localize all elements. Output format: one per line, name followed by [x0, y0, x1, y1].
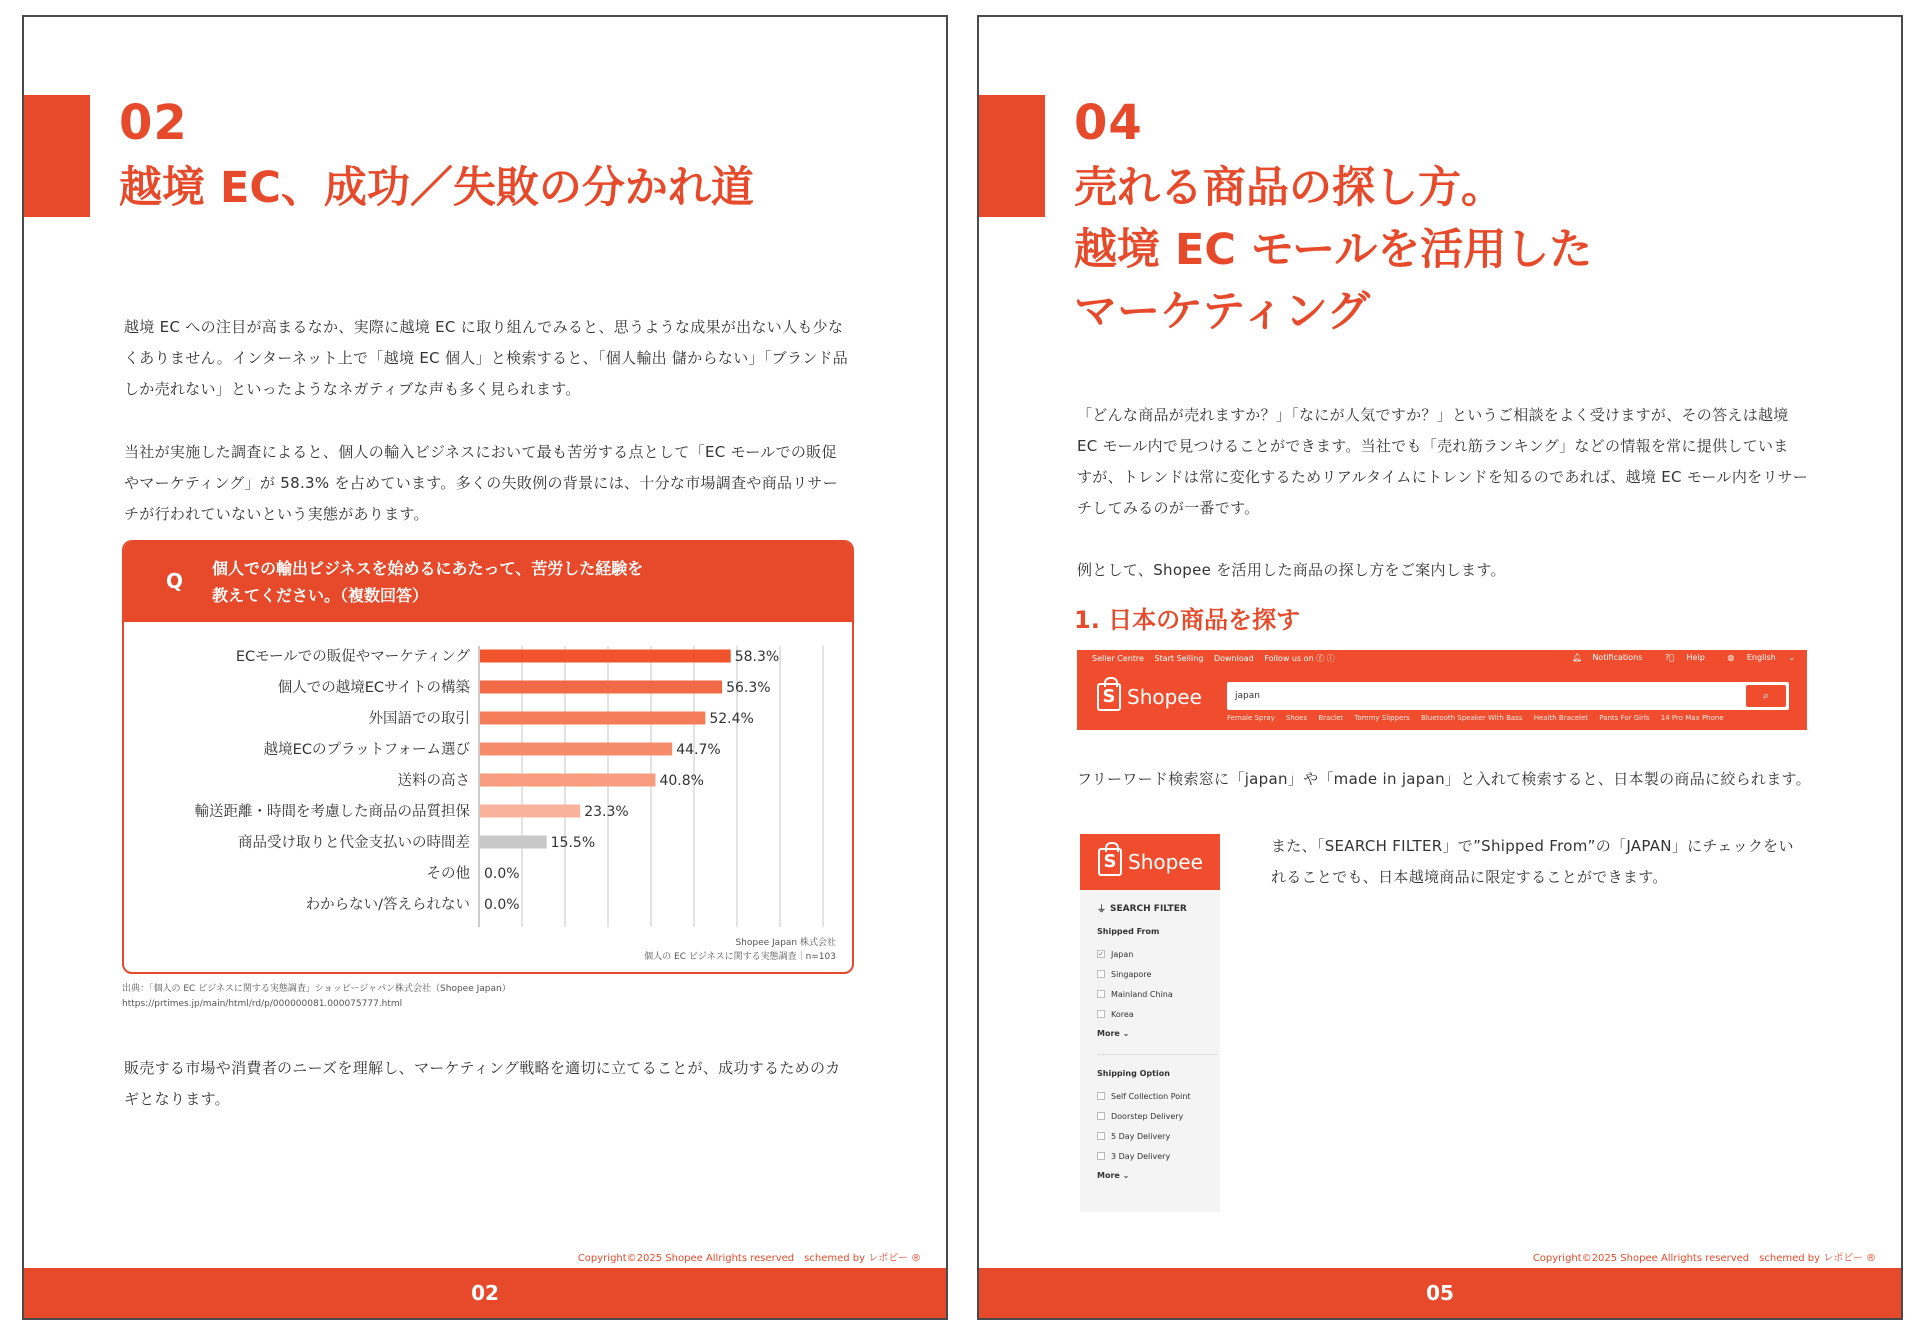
- shipping-option-title: Shipping Option: [1097, 1069, 1170, 1078]
- filter-option-3-day[interactable]: [1097, 1146, 1217, 1166]
- checkbox-checked-icon[interactable]: ✓: [1098, 950, 1104, 958]
- chart-value-label: 23.3%: [584, 804, 629, 820]
- filter-tip-paragraph: [1271, 831, 1841, 893]
- text-line: 越境 EC への注目が高まるなか、実際に越境 EC に取り組んでみると、思うような成果が出ない人も少な: [124, 318, 844, 336]
- text-line: ギとなります。: [124, 1090, 230, 1108]
- page-number: 05: [1426, 1281, 1454, 1305]
- suggestion-tag[interactable]: 14 Pro Max Phone: [1660, 714, 1724, 722]
- question-line: 教えてください。（複数回答）: [212, 586, 429, 605]
- suggestion-tag[interactable]: Braclet: [1318, 714, 1344, 722]
- example-paragraph: 例として、Shopee を活用した商品の探し方をご案内します。: [1077, 561, 1506, 579]
- filter-option-label: Korea: [1111, 1009, 1134, 1019]
- checkbox-icon[interactable]: [1097, 990, 1105, 998]
- chart-category-label: 輸送距離・時間を考慮した商品の品質担保: [194, 804, 470, 820]
- chart-category-label: 個人での越境ECサイトの構築: [277, 680, 470, 696]
- filter-option-japan[interactable]: [1097, 944, 1217, 964]
- text-line: また、「SEARCH FILTER」で”Shipped From”の「JAPAN」にチェックをい: [1271, 837, 1794, 855]
- question-line: 個人での輸出ビジネスを始めるにあたって、苦労した経験を: [212, 559, 644, 578]
- text-line: やマーケティング」が 58.3% を占めています。多くの失敗例の背景には、十分な市場調査や商品リサー: [124, 474, 838, 492]
- text-line: くありません。インターネット上で「越境 EC 個人」と検索すると、「個人輸出 儲からない」「ブランド品: [124, 349, 849, 367]
- citation-source: 出典：「個人の EC ビジネスに関する実態調査」ショッピージャパン株式会社（Shopee Japan）: [122, 984, 511, 994]
- shopee-bag-icon: S: [1097, 683, 1121, 711]
- title-line: マーケティング: [1074, 287, 1370, 337]
- notifications-link[interactable]: [1562, 653, 1642, 662]
- section-title: [119, 157, 919, 219]
- shopee-logo-text: Shopee: [1128, 850, 1203, 874]
- chart-category-label: 商品受け取りと代金支払いの時間差: [238, 835, 470, 851]
- footer-bar: [979, 1268, 1901, 1318]
- shopee-logo[interactable]: [1097, 680, 1202, 714]
- text-line: 販売する市場や消費者のニーズを理解し、マーケティング戦略を適切に立てることが、成功するためのカ: [124, 1059, 841, 1077]
- intro-paragraph: [124, 312, 884, 405]
- seller-centre-link[interactable]: Seller Centre: [1092, 654, 1144, 663]
- chart-value-label: 44.7%: [676, 742, 721, 758]
- chevron-down-icon: ⌄: [1785, 653, 1795, 662]
- chart-source: [644, 936, 836, 964]
- section-number: 04: [1074, 95, 1143, 151]
- chart-category-label: 外国語での取引: [368, 711, 470, 727]
- chart-bar: [480, 774, 655, 787]
- chart-bar: [480, 712, 705, 725]
- suggestion-tag[interactable]: Pants For Girls: [1599, 714, 1650, 722]
- filter-option-doorstep[interactable]: [1097, 1106, 1217, 1126]
- search-input[interactable]: japan: [1235, 691, 1260, 701]
- checkbox-icon[interactable]: [1097, 1152, 1105, 1160]
- title-line: 売れる商品の探し方。: [1074, 163, 1504, 213]
- chart-value-label: 40.8%: [659, 773, 704, 789]
- survey-chart-box: [122, 540, 854, 974]
- question-header: [124, 542, 852, 622]
- language-select[interactable]: [1717, 653, 1795, 662]
- download-link[interactable]: Download: [1213, 654, 1254, 663]
- filter-panel-logo: [1080, 834, 1220, 890]
- divider: [1097, 1054, 1217, 1055]
- filter-option-label: Self Collection Point: [1111, 1091, 1191, 1101]
- help-label: Help: [1686, 653, 1705, 662]
- checkbox-icon[interactable]: [1097, 1132, 1105, 1140]
- help-link[interactable]: [1655, 653, 1705, 662]
- suggestion-tag[interactable]: Bluetooth Speaker With Bass: [1421, 714, 1523, 722]
- chart-value-label: 15.5%: [550, 835, 596, 851]
- text-line: 「どんな商品が売れますか？」「なにが人気ですか？」というご相談をよく受けますが、その答えは越境: [1077, 406, 1789, 424]
- chart-category-label: その他: [426, 866, 470, 882]
- checkbox-icon[interactable]: [1097, 1092, 1105, 1100]
- more-button[interactable]: More ⌄: [1097, 1171, 1130, 1180]
- section-accent-block: [979, 95, 1045, 217]
- shopee-banner: [1077, 650, 1807, 730]
- text-line: EC モール内で見つけることができます。当社でも「売れ筋ランキング」などの情報を常に提供していま: [1077, 437, 1789, 455]
- filter-option-label: 3 Day Delivery: [1111, 1151, 1171, 1161]
- question-letter: Q: [166, 569, 184, 593]
- question-text: [212, 555, 643, 609]
- filter-icon: ⏚: [1097, 905, 1107, 915]
- shopee-bag-icon: S: [1098, 848, 1122, 876]
- survey-paragraph: [124, 437, 884, 530]
- filter-option-label: 5 Day Delivery: [1111, 1131, 1171, 1141]
- search-tip-paragraph: フリーワード検索窓に「japan」や「made in japan」と入れて検索すると、日本製の商品に絞られます。: [1077, 770, 1811, 788]
- chart-bar: [480, 805, 580, 818]
- filter-option-label: Doorstep Delivery: [1111, 1111, 1184, 1121]
- checkbox-icon[interactable]: [1097, 1112, 1105, 1120]
- chart-source-line: 個人の EC ビジネスに関する実態調査｜n=103: [644, 952, 836, 962]
- title-line: 越境 EC モールを活用した: [1074, 225, 1593, 275]
- filter-option-singapore[interactable]: [1097, 964, 1217, 984]
- text-line: しか売れない」といったようなネガティブな声も多く見られます。: [124, 380, 581, 398]
- text-line: れることでも、日本越境商品に限定することができます。: [1271, 868, 1668, 886]
- shopee-logo-text: Shopee: [1127, 685, 1202, 709]
- globe-icon: ◍: [1727, 653, 1737, 662]
- footer-credit: Copyright©2025 Shopee Allrights reserved schemed by レポピー ®: [1532, 1253, 1876, 1264]
- filter-option-label: Mainland China: [1111, 989, 1173, 999]
- chart-value-label: 58.3%: [734, 649, 780, 665]
- chart-bar: [480, 650, 731, 663]
- text-line: チしてみるのが一番です。: [1077, 499, 1260, 517]
- bell-icon: 🔔︎: [1572, 653, 1583, 662]
- filter-option-korea[interactable]: [1097, 1004, 1217, 1024]
- page-left: [22, 15, 948, 1320]
- filter-option-5-day[interactable]: [1097, 1126, 1217, 1146]
- chart-bar: [480, 836, 547, 849]
- chart-category-label: わからない/答えられない: [305, 897, 470, 913]
- start-selling-link[interactable]: Start Selling: [1154, 654, 1204, 663]
- conclusion-paragraph: [124, 1053, 884, 1115]
- page-number: 02: [471, 1281, 499, 1305]
- page-right: [977, 15, 1903, 1320]
- bar-chart: [124, 622, 852, 972]
- chart-category-label: ECモールでの販促やマーケティング: [235, 649, 470, 665]
- search-filter-label: SEARCH FILTER: [1110, 903, 1187, 914]
- chart-value-label: 56.3%: [726, 680, 771, 696]
- intro-paragraph: [1077, 400, 1857, 524]
- footer-credit: Copyright©2025 Shopee Allrights reserved schemed by レポピー ®: [577, 1253, 921, 1264]
- filter-option-self-collection[interactable]: [1097, 1086, 1217, 1106]
- title-line: 越境 EC、成功／失敗の分かれ道: [119, 163, 754, 213]
- section-accent-block: [24, 95, 90, 217]
- follow-us-link[interactable]: Follow us on ⓕ ⓘ: [1264, 654, 1335, 663]
- suggestion-tag[interactable]: Female Spray: [1227, 714, 1275, 722]
- filter-option-label: Singapore: [1111, 969, 1152, 979]
- subheading: 1. 日本の商品を探す: [1074, 606, 1301, 634]
- footer-bar: [24, 1268, 946, 1318]
- search-filter-title: [1097, 902, 1217, 915]
- search-icon: ⌕: [1762, 689, 1770, 702]
- suggestion-tag[interactable]: Shoes: [1285, 714, 1308, 722]
- filter-list: [1097, 902, 1217, 1186]
- section-title: [1074, 157, 1874, 343]
- section-number: 02: [119, 95, 188, 151]
- text-line: 当社が実施した調査によると、個人の輸入ビジネスにおいて最も苦労する点として「EC モールでの販促: [124, 443, 837, 461]
- notifications-label: Notifications: [1592, 653, 1643, 662]
- suggestion-tag[interactable]: Health Bracelet: [1533, 714, 1589, 722]
- language-label: English: [1746, 653, 1776, 662]
- citation-url[interactable]: https://prtimes.jp/main/html/rd/p/000000081.000075777.html: [122, 999, 403, 1009]
- chart-value-label: 0.0%: [484, 866, 520, 882]
- search-bar: [1227, 682, 1789, 710]
- chart-source-line: Shopee Japan 株式会社: [735, 938, 836, 948]
- chart-category-label: 越境ECのプラットフォーム選び: [263, 742, 470, 758]
- chart-value-label: 0.0%: [484, 897, 520, 913]
- shopee-top-links: [1092, 653, 1343, 664]
- filter-option-label: Japan: [1111, 949, 1134, 959]
- help-icon: ?⃝: [1664, 653, 1677, 662]
- text-line: チが行われていないという実態があります。: [124, 505, 429, 523]
- checkbox-icon[interactable]: [1097, 970, 1105, 978]
- search-suggestions: [1227, 714, 1733, 722]
- search-filter-panel: [1080, 834, 1220, 1212]
- suggestion-tag[interactable]: Tommy Slippers: [1354, 714, 1410, 722]
- chart-value-label: 52.4%: [709, 711, 754, 727]
- checkbox-icon[interactable]: [1097, 1010, 1105, 1018]
- chart-category-label: 送料の高さ: [397, 773, 470, 789]
- chart-bar: [480, 681, 722, 694]
- text-line: すが、トレンドは常に変化するためリアルタイムにトレンドを知るのであれば、越境 EC モール内をリサー: [1077, 468, 1809, 486]
- shopee-top-right: [1552, 653, 1795, 662]
- shipped-from-title: Shipped From: [1097, 927, 1160, 936]
- filter-option-mainland-china[interactable]: [1097, 984, 1217, 1004]
- chart-bar: [480, 743, 672, 756]
- more-button[interactable]: More ⌄: [1097, 1029, 1130, 1038]
- search-button[interactable]: [1746, 685, 1786, 707]
